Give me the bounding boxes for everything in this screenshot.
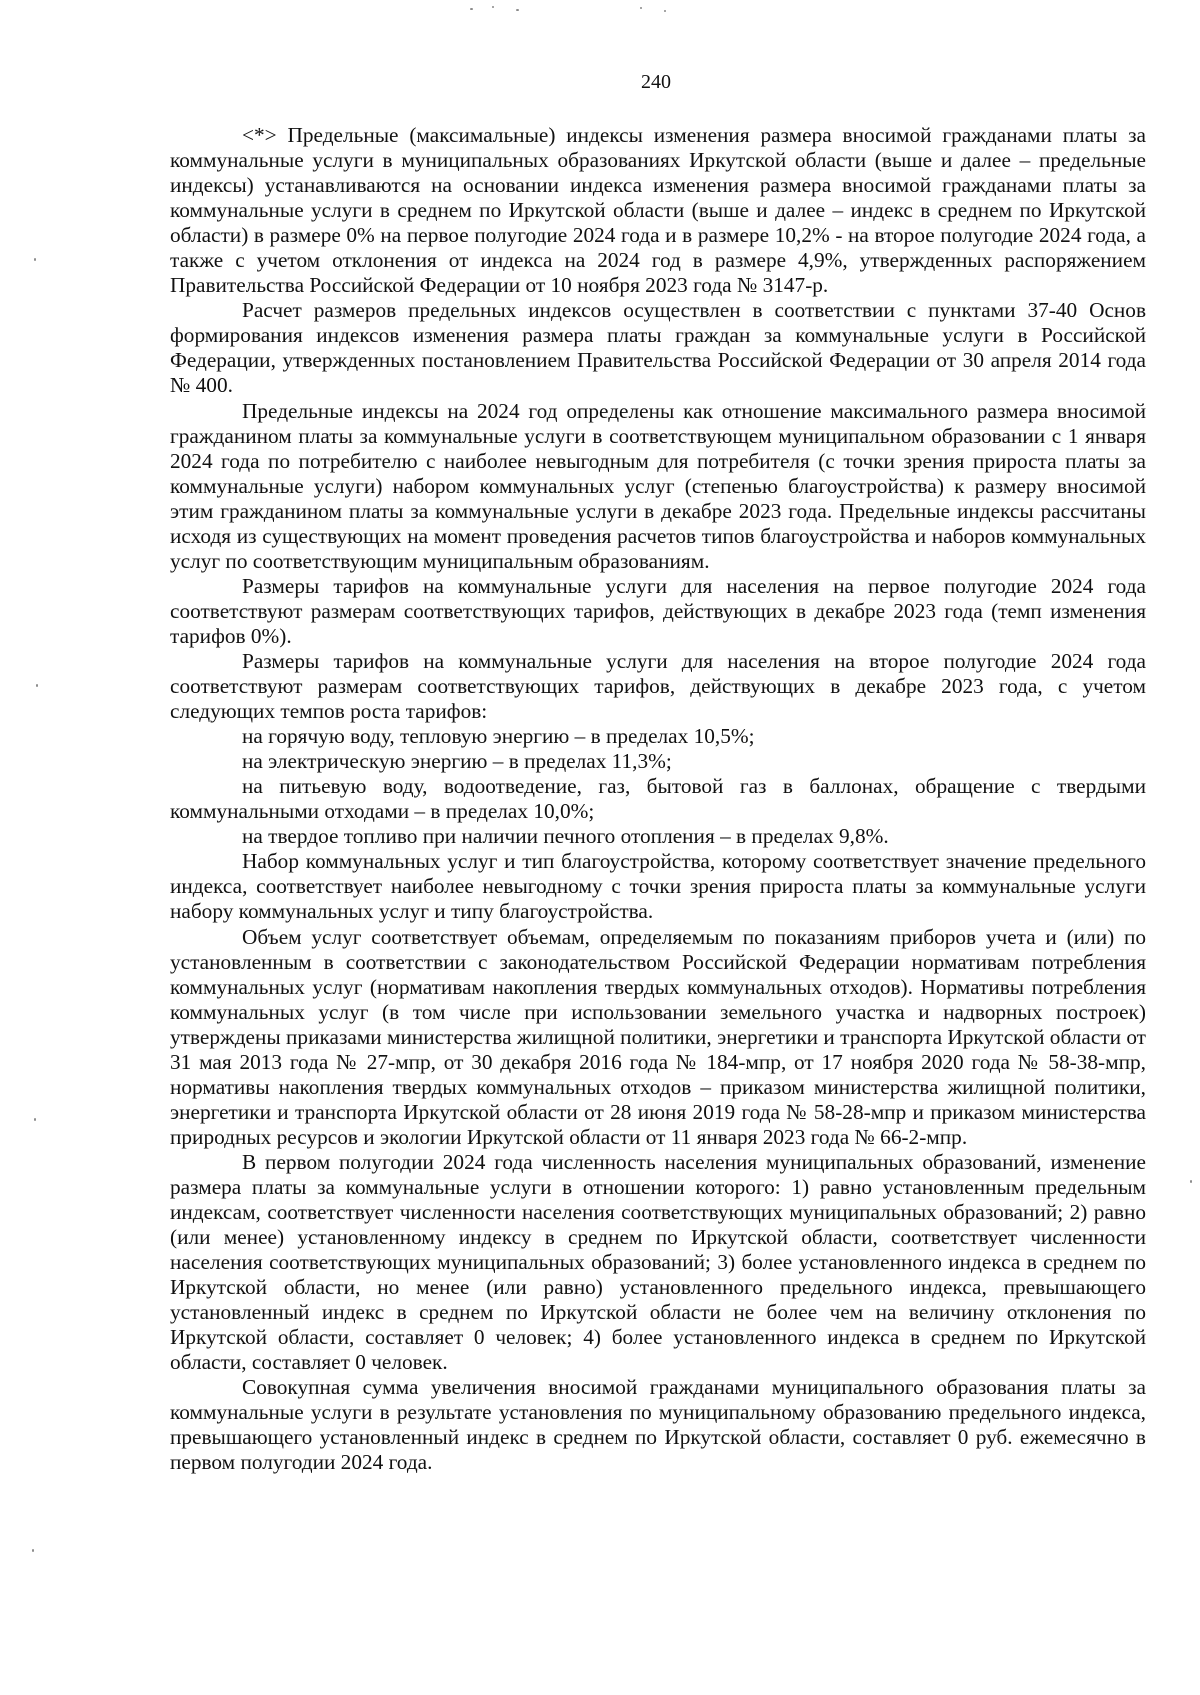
paragraph-calculation-basis: Расчет размеров предельных индексов осуществлен в соответствии с пунктами 37-40 Основ формирования индексов изменения размера платы граждан за коммунальные услуги в Российской Федерации, утвержденных постановлением Правительства Российской Федерации от 30 апреля 2014 года № 400. <box>170 298 1146 398</box>
list-item: на твердое топливо при наличии печного отопления – в пределах 9,8%. <box>242 824 889 849</box>
paragraph-first-half-tariffs: Размеры тарифов на коммунальные услуги для населения на первое полугодие 2024 года соответствуют размерам соответствующих тарифов, действующих в декабре 2023 года (темп изменения тарифов 0%). <box>170 573 1146 648</box>
paragraph-index-definition: Предельные индексы на 2024 год определены как отношение максимального размера вносимой гражданином платы за коммунальные услуги в соответствующем муниципальном образовании с 1 января 2024 года по потребителю с наиболее невыгодным для потребителя (с точки зрения прироста платы за коммунальные услуги) набором коммунальных услуг (степенью благоустройства) к размеру вносимой этим гражданином платы за коммунальные услуги в декабре 2023 года. Предельные индексы рассчитаны исходя из существующих на момент проведения расчетов типов благоустройства и наборов коммунальных услуг по соответствующим муниципальным образованиям. <box>170 398 1146 573</box>
scan-speckle <box>1190 1180 1192 1183</box>
paragraph-population: В первом полугодии 2024 года численность населения муниципальных образований, изменение размера платы за коммунальные услуги в отношении которого: 1) равно установленным предельным индексам, соответствует численности населения соответствующих муниципальных образований; 2) равно (или менее) установленному индексу в среднем по Иркутской области, соответствует численности населения соответствующих муниципальных образований; 3) более установленного индекса в среднем по Иркутской области, но менее (или равно) установленного предельного индекса, превышающего установленный индекс в среднем по Иркутской области не более чем на величину отклонения по Иркутской области, составляет 0 человек; 4) более установленного индекса в среднем по Иркутской области, составляет 0 человек. <box>170 1149 1146 1375</box>
scan-speckle <box>470 8 473 10</box>
list-item: на питьевую воду, водоотведение, газ, бытовой газ в баллонах, обращение с твердыми коммунальными отходами – в пределах 10,0%; <box>170 774 1146 824</box>
paragraph-service-set: Набор коммунальных услуг и тип благоустройства, которому соответствует значение предельного индекса, соответствует наиболее невыгодному с точки зрения прироста платы за коммунальные услуги набору коммунальных услуг и типу благоустройства. <box>170 849 1146 924</box>
paragraph-service-volume: Объем услуг соответствует объемам, определяемым по показаниям приборов учета и (или) по установленным в соответствии с законодательством Российской Федерации нормативам потребления коммунальных услуг (нормативам накопления твердых коммунальных отходов). Нормативы потребления коммунальных услуг (в том числе при использовании земельного участка и надворных построек) утверждены приказами министерства жилищной политики, энергетики и транспорта Иркутской области от 31 мая 2013 года № 27-мпр, от 30 декабря 2016 года № 184-мпр, от 17 ноября 2020 года № 58-38-мпр, нормативы накопления твердых коммунальных отходов – приказом министерства жилищной политики, энергетики и транспорта Иркутской области от 28 июня 2019 года № 58-28-мпр и приказом министерства природных ресурсов и экологии Иркутской области от 11 января 2023 года № 66-2-мпр. <box>170 924 1146 1149</box>
scan-speckle <box>492 6 494 8</box>
paragraph-footnote: <*> Предельные (максимальные) индексы изменения размера вносимой гражданами платы за коммунальные услуги в муниципальных образованиях Иркутской области (выше и далее – предельные индексы) устанавливаются на основании индекса изменения размера вносимой гражданами платы за коммунальные услуги в среднем по Иркутской области (выше и далее – индекс в среднем по Иркутской области) в размере 0% на первое полугодие 2024 года и в размере 10,2% - на второе полугодие 2024 года, а также с учетом отклонения от индекса на 2024 год в размере 4,9%, утвержденных распоряжением Правительства Российской Федерации от 10 ноября 2023 года № 3147-р. <box>170 123 1146 298</box>
paragraph-total-increase: Совокупная сумма увеличения вносимой гражданами муниципального образования платы за коммунальные услуги в результате установления по муниципальному образованию предельного индекса, превышающего установленный индекс в среднем по Иркутской области, составляет 0 руб. ежемесячно в первом полугодии 2024 года. <box>170 1375 1146 1475</box>
paragraph-second-half-tariffs: Размеры тарифов на коммунальные услуги для населения на второе полугодие 2024 года соответствуют размерам соответствующих тарифов, действующих в декабре 2023 года, с учетом следующих темпов роста тарифов: <box>170 648 1146 724</box>
page-number: 240 <box>641 71 671 93</box>
scan-speckle <box>32 1549 34 1552</box>
scan-speckle <box>664 10 666 12</box>
tariff-growth-list <box>170 724 1146 849</box>
scan-speckle <box>516 9 519 11</box>
list-item: на электрическую энергию – в пределах 11,3%; <box>242 749 672 774</box>
scan-speckle <box>640 7 642 9</box>
document-body <box>170 123 1146 1476</box>
list-item: на горячую воду, тепловую энергию – в пределах 10,5%; <box>242 724 755 749</box>
scan-speckle <box>34 258 36 261</box>
scan-speckle <box>34 1118 36 1121</box>
scan-speckle <box>36 684 38 687</box>
